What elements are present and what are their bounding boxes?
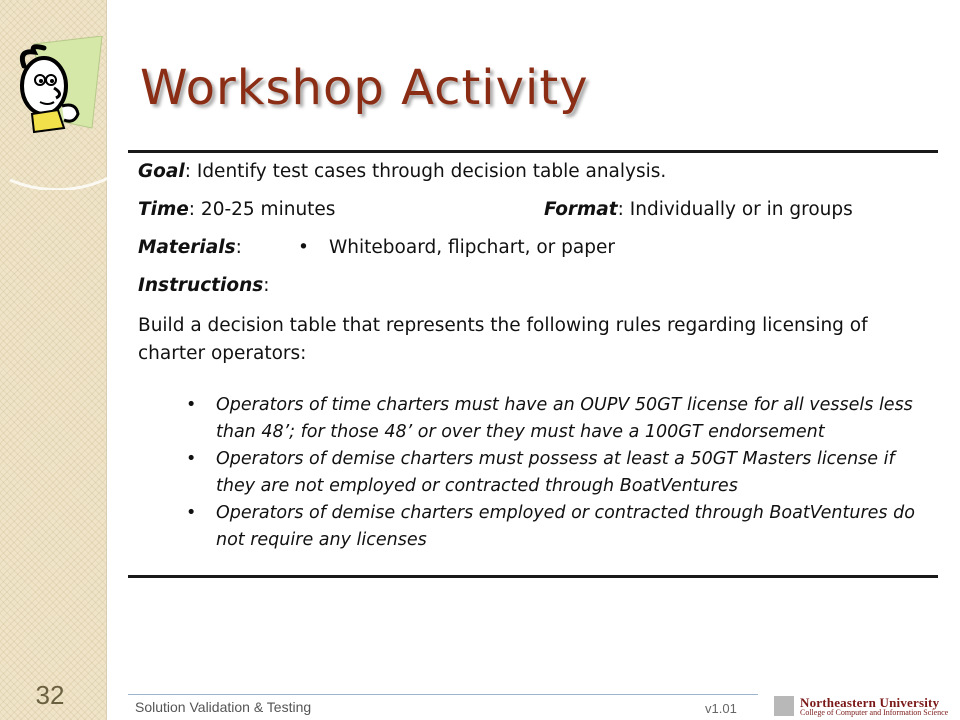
footer-course: Solution Validation & Testing [135, 699, 312, 715]
footer-divider [128, 694, 758, 695]
bullet-icon: • [186, 395, 197, 415]
top-divider [128, 150, 938, 153]
bottom-divider [128, 575, 938, 578]
university-logo [770, 694, 960, 720]
format-text: Individually or in groups [629, 199, 853, 220]
university-name: Northeastern University [800, 695, 940, 710]
footer-version: v1.01 [705, 701, 737, 716]
time-label: Time [138, 199, 189, 220]
university-seal-icon [774, 696, 794, 716]
activity-content [138, 158, 934, 554]
rule-text: Operators of demise charters employed or contracted through BoatVentures do not require any licenses [216, 503, 915, 550]
time-text: 20-25 minutes [200, 199, 336, 220]
instructions-text: Build a decision table that represents the following rules regarding licensing of charter operators: [138, 315, 868, 364]
rules-list [138, 392, 934, 554]
goal-line: Goal: Identify test cases through decision table analysis. [138, 161, 667, 182]
instructions-label: Instructions [138, 275, 264, 296]
materials-line: Materials: • Whiteboard, flipchart, or paper [138, 234, 934, 272]
format-label: Format [544, 199, 618, 220]
goal-label: Goal [138, 161, 185, 182]
materials-bullet: • [298, 237, 309, 258]
materials-text: Whiteboard, flipchart, or paper [329, 237, 615, 258]
bullet-icon: • [186, 503, 197, 523]
page-title: Workshop Activity [140, 60, 589, 116]
slide-number: 32 [35, 680, 65, 710]
decorative-sidebar [0, 0, 107, 720]
list-item [138, 446, 934, 500]
goal-text: Identify test cases through decision table analysis. [196, 161, 667, 182]
college-name: College of Computer and Information Science [800, 708, 949, 717]
thinking-person-icon [4, 36, 104, 136]
materials-label: Materials [138, 237, 236, 258]
format-group: Format: Individually or in groups [544, 199, 853, 220]
instructions-line: Instructions: [138, 275, 270, 296]
bullet-icon: • [186, 449, 197, 469]
list-item [138, 500, 934, 554]
list-item [138, 392, 934, 446]
rule-text: Operators of demise charters must possess at least a 50GT Masters license if they are not employed or contracted through BoatVentures [216, 449, 895, 496]
rule-text: Operators of time charters must have an OUPV 50GT license for all vessels less than 48’; for those 48’ or over they must have a 100GT endorsement [216, 395, 913, 442]
time-format-line: Time: 20-25 minutes Format: Individually or in groups [138, 196, 934, 234]
